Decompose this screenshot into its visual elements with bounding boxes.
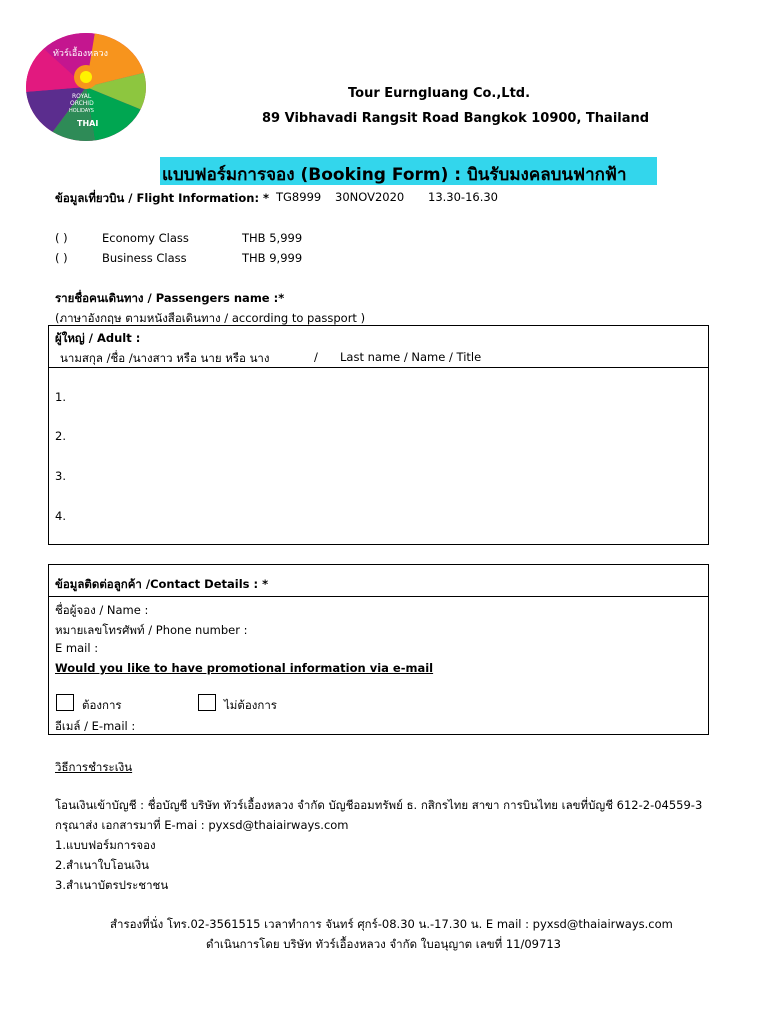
promo-yes-label: ต้องการ <box>82 698 122 712</box>
contact-divider <box>48 596 709 597</box>
company-address: 89 Vibhavadi Rangsit Road Bangkok 10900, Thailand <box>262 111 650 126</box>
flight-number: TG8999 <box>276 190 322 204</box>
adult-divider <box>48 367 709 368</box>
economy-price: THB 5,999 <box>242 231 303 245</box>
adult-label: ผู้ใหญ่ / Adult : <box>55 331 141 345</box>
svg-text:ROYAL: ROYAL <box>72 93 92 100</box>
company-logo <box>25 32 147 142</box>
page-title: แบบฟอร์มการจอง (Booking Form) : บินรับมงคลบนฟากฟ้า <box>162 165 627 185</box>
company-name: Tour Eurngluang Co.,Ltd. <box>348 86 531 101</box>
name-format-thai: นามสกุล /ชื่อ /นางสาว หรือ นาย หรือ นาง <box>60 351 270 365</box>
business-checkbox[interactable]: ( ) <box>55 251 68 265</box>
payment-heading: วิธีการชำระเงิน <box>55 760 133 774</box>
flight-time: 13.30-16.30 <box>428 190 498 204</box>
passenger-row-4[interactable]: 4. <box>55 509 66 523</box>
svg-text:ORCHID: ORCHID <box>70 100 94 107</box>
promo-email-field[interactable]: อีเมล์ / E-mail : <box>55 719 136 733</box>
payment-send-docs: กรุณาส่ง เอกสารมาที่ E-mai : pyxsd@thaiairways.com <box>55 818 349 832</box>
payment-item-3: 3.สำเนาบัตรประชาชน <box>55 878 169 892</box>
promo-no-label: ไม่ต้องการ <box>224 698 277 712</box>
promo-yes-checkbox[interactable] <box>56 694 74 711</box>
contact-label: ข้อมูลติดต่อลูกค้า /Contact Details : * <box>55 577 269 591</box>
business-price: THB 9,999 <box>242 251 303 265</box>
economy-checkbox[interactable]: ( ) <box>55 231 68 245</box>
name-format-slash: / <box>314 350 318 364</box>
passenger-row-1[interactable]: 1. <box>55 390 66 404</box>
svg-text:THAI: THAI <box>77 119 99 128</box>
svg-text:HOLIDAYS: HOLIDAYS <box>69 108 94 114</box>
passenger-row-3[interactable]: 3. <box>55 469 66 483</box>
payment-item-2: 2.สำเนาใบโอนเงิน <box>55 858 149 872</box>
payment-item-1: 1.แบบฟอร์มการจอง <box>55 838 156 852</box>
promo-no-checkbox[interactable] <box>198 694 216 711</box>
contact-email-field[interactable]: E mail : <box>55 641 99 655</box>
economy-label: Economy Class <box>102 231 189 245</box>
promo-question: Would you like to have promotional information via e-mail <box>55 661 434 675</box>
flight-date: 30NOV2020 <box>335 190 405 204</box>
contact-name-field[interactable]: ชื่อผู้จอง / Name : <box>55 603 149 617</box>
passport-note: (ภาษาอังกฤษ ตามหนังสือเดินทาง / according to passport ) <box>55 311 366 325</box>
footer-contact: สำรองที่นั่ง โทร.02-3561515 เวลาทำการ จันทร์ ศุกร์-08.30 น.-17.30 น. E mail : pyxsd@thaiairways.com <box>110 917 673 931</box>
payment-transfer-details: โอนเงินเข้าบัญชี : ชื่อบัญชี บริษัท ทัวร์เอื้องหลวง จำกัด บัญชีออมทรัพย์ ธ. กสิกรไทย สาขา การบินไทย เลขที่บัญชี 612-2-04559-3 <box>55 798 703 812</box>
name-format-english: Last name / Name / Title <box>340 350 482 364</box>
passenger-row-2[interactable]: 2. <box>55 429 66 443</box>
logo-thai-text: ทัวร์เอื้องหลวง <box>53 49 108 59</box>
flight-info-label: ข้อมูลเที่ยวบิน / Flight Information: * <box>55 191 270 205</box>
passengers-label: รายชื่อคนเดินทาง / Passengers name :* <box>55 291 285 305</box>
footer-license: ดำเนินการโดย บริษัท ทัวร์เอื้องหลวง จำกัด ใบอนุญาต เลขที่ 11/09713 <box>206 937 561 951</box>
business-label: Business Class <box>102 251 187 265</box>
contact-phone-field[interactable]: หมายเลขโทรศัพท์ / Phone number : <box>55 623 248 637</box>
